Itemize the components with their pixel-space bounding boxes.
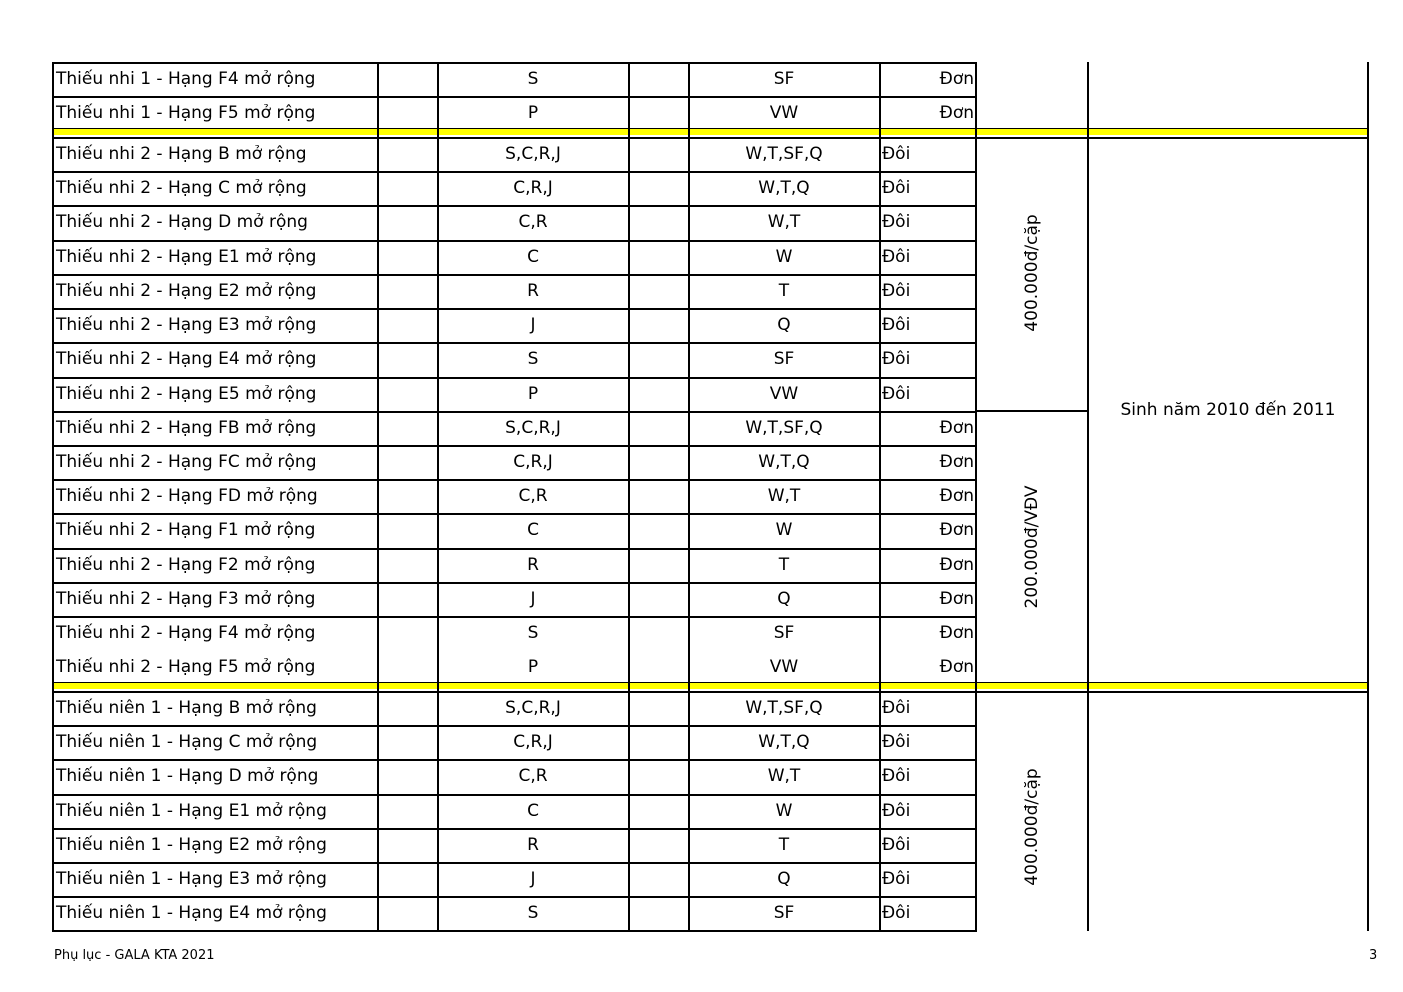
event-type: Đơn [939, 69, 974, 89]
category-name: Thiếu niên 1 - Hạng E4 mở rộng [56, 903, 327, 923]
table-row-border [52, 548, 977, 550]
division-code-a: S,C,R,J [505, 698, 561, 718]
table-row-border [52, 274, 977, 276]
table-row-border [52, 582, 977, 584]
event-type: Đôi [882, 732, 911, 752]
division-code-b: W [775, 520, 793, 540]
event-type: Đôi [882, 903, 911, 923]
event-type: Đôi [882, 247, 911, 267]
event-type: Đôi [882, 384, 911, 404]
division-code-b: W,T [767, 212, 801, 232]
division-code-b: W,T [767, 486, 801, 506]
category-name: Thiếu nhi 2 - Hạng F2 mở rộng [56, 555, 316, 575]
category-name: Thiếu nhi 2 - Hạng F5 mở rộng [56, 657, 316, 677]
division-code-a: S [527, 903, 539, 923]
event-type: Đơn [939, 555, 974, 575]
division-code-a: S [527, 69, 539, 89]
category-name: Thiếu nhi 2 - Hạng E3 mở rộng [56, 315, 317, 335]
division-code-b: W,T,Q [758, 452, 810, 472]
division-code-a: J [530, 869, 536, 889]
table-row-border [52, 411, 977, 413]
category-name: Thiếu nhi 2 - Hạng C mở rộng [56, 178, 307, 198]
event-type: Đôi [882, 315, 911, 335]
division-code-b: W [775, 247, 793, 267]
division-code-a: C,R [518, 212, 548, 232]
table-row-border [52, 479, 977, 481]
table-row-border [52, 96, 977, 98]
division-code-b: W,T,SF,Q [745, 418, 823, 438]
division-code-b: T [778, 835, 790, 855]
division-code-b: SF [773, 903, 795, 923]
yellow-separator [52, 683, 1369, 689]
event-type: Đơn [939, 623, 974, 643]
table-row-border [52, 308, 977, 310]
category-name: Thiếu nhi 2 - Hạng E1 mở rộng [56, 247, 317, 267]
table-column-border [1087, 62, 1089, 931]
page-number: 3 [1369, 948, 1378, 963]
division-code-b: Q [777, 315, 791, 335]
division-code-a: P [527, 657, 539, 677]
table-column-border [879, 62, 881, 931]
division-code-b: W [775, 801, 793, 821]
event-type: Đơn [939, 103, 974, 123]
category-name: Thiếu niên 1 - Hạng E3 mở rộng [56, 869, 327, 889]
event-type: Đôi [882, 835, 911, 855]
table-column-border [628, 62, 630, 931]
division-code-a: S,C,R,J [505, 418, 561, 438]
category-name: Thiếu nhi 2 - Hạng FC mở rộng [56, 452, 317, 472]
division-code-a: S,C,R,J [505, 144, 561, 164]
table-row-border [52, 342, 977, 344]
fee-group-border [976, 410, 1089, 412]
event-type: Đơn [939, 657, 974, 677]
event-type: Đơn [939, 452, 974, 472]
table-row-border [52, 691, 1369, 693]
footer-title: Phụ lục - GALA KTA 2021 [54, 948, 215, 963]
division-code-a: R [527, 835, 539, 855]
division-code-b: W,T,SF,Q [745, 144, 823, 164]
table-row-border [52, 930, 977, 932]
table-column-border [975, 62, 977, 931]
table-row-border [52, 137, 1369, 139]
division-code-b: SF [773, 69, 795, 89]
category-name: Thiếu nhi 2 - Hạng E2 mở rộng [56, 281, 317, 301]
table-row-border [52, 240, 977, 242]
category-name: Thiếu nhi 2 - Hạng F1 mở rộng [56, 520, 316, 540]
division-code-b: T [778, 555, 790, 575]
table-column-border [437, 62, 439, 931]
division-code-a: C,R [518, 766, 548, 786]
division-code-b: W,T,Q [758, 178, 810, 198]
category-name: Thiếu niên 1 - Hạng B mở rộng [56, 698, 317, 718]
event-type: Đôi [882, 281, 911, 301]
category-name: Thiếu niên 1 - Hạng E2 mở rộng [56, 835, 327, 855]
division-code-a: R [527, 281, 539, 301]
table-row-border [52, 171, 977, 173]
division-code-a: P [527, 384, 539, 404]
category-name: Thiếu nhi 2 - Hạng F3 mở rộng [56, 589, 316, 609]
division-code-a: R [527, 555, 539, 575]
event-type: Đôi [882, 698, 911, 718]
table-row-border [52, 759, 977, 761]
division-code-b: SF [773, 623, 795, 643]
table-row-border [52, 205, 977, 207]
category-name: Thiếu nhi 2 - Hạng E5 mở rộng [56, 384, 317, 404]
event-type: Đơn [939, 589, 974, 609]
table-column-border [688, 62, 690, 931]
division-code-a: C [527, 520, 539, 540]
table-column-border [52, 62, 54, 931]
table-row-border [52, 794, 977, 796]
division-code-a: J [530, 315, 536, 335]
division-code-b: W,T [767, 766, 801, 786]
yellow-separator [52, 129, 1369, 135]
table-row-border [52, 377, 977, 379]
category-name: Thiếu nhi 2 - Hạng B mở rộng [56, 144, 307, 164]
event-type: Đôi [882, 766, 911, 786]
table-row-border [52, 725, 977, 727]
category-name: Thiếu nhi 1 - Hạng F4 mở rộng [56, 69, 316, 89]
table-column-border [1367, 62, 1369, 931]
fee-doubles-group-2: 400.000đ/cặp [1022, 768, 1042, 886]
table-row-border [52, 616, 977, 618]
event-type: Đôi [882, 349, 911, 369]
table-column-border [377, 62, 379, 931]
event-type: Đơn [939, 520, 974, 540]
category-name: Thiếu niên 1 - Hạng D mở rộng [56, 766, 319, 786]
category-name: Thiếu nhi 2 - Hạng FB mở rộng [56, 418, 317, 438]
table-row-border [52, 513, 977, 515]
event-type: Đôi [882, 212, 911, 232]
event-type: Đơn [939, 418, 974, 438]
division-code-a: C,R,J [513, 178, 553, 198]
division-code-b: Q [777, 589, 791, 609]
division-code-b: W,T,SF,Q [745, 698, 823, 718]
event-type: Đôi [882, 869, 911, 889]
category-name: Thiếu nhi 2 - Hạng FD mở rộng [56, 486, 318, 506]
category-name: Thiếu nhi 2 - Hạng E4 mở rộng [56, 349, 317, 369]
division-code-b: VW [769, 103, 799, 123]
division-code-a: S [527, 349, 539, 369]
division-code-b: VW [769, 657, 799, 677]
division-code-a: C,R [518, 486, 548, 506]
division-code-a: C,R,J [513, 452, 553, 472]
category-name: Thiếu nhi 2 - Hạng D mở rộng [56, 212, 308, 232]
table-row-border [52, 862, 977, 864]
division-code-a: P [527, 103, 539, 123]
table-row-border [52, 896, 977, 898]
fee-singles-group: 200.000đ/VĐV [1022, 485, 1042, 609]
event-type: Đôi [882, 801, 911, 821]
division-code-b: T [778, 281, 790, 301]
table-row-border [52, 445, 977, 447]
event-type: Đơn [939, 486, 974, 506]
category-name: Thiếu niên 1 - Hạng C mở rộng [56, 732, 318, 752]
birth-year-note: Sinh năm 2010 đến 2011 [1120, 400, 1336, 420]
table-row-border [52, 828, 977, 830]
division-code-b: W,T,Q [758, 732, 810, 752]
division-code-b: SF [773, 349, 795, 369]
division-code-a: C [527, 247, 539, 267]
division-code-a: C,R,J [513, 732, 553, 752]
table-row-border [52, 62, 977, 64]
division-code-b: Q [777, 869, 791, 889]
fee-doubles-group-1: 400.000đ/cặp [1022, 214, 1042, 332]
division-code-a: S [527, 623, 539, 643]
division-code-a: C [527, 801, 539, 821]
event-type: Đôi [882, 178, 911, 198]
division-code-b: VW [769, 384, 799, 404]
category-name: Thiếu nhi 1 - Hạng F5 mở rộng [56, 103, 316, 123]
division-code-a: J [530, 589, 536, 609]
category-name: Thiếu niên 1 - Hạng E1 mở rộng [56, 801, 327, 821]
category-name: Thiếu nhi 2 - Hạng F4 mở rộng [56, 623, 316, 643]
event-type: Đôi [882, 144, 911, 164]
